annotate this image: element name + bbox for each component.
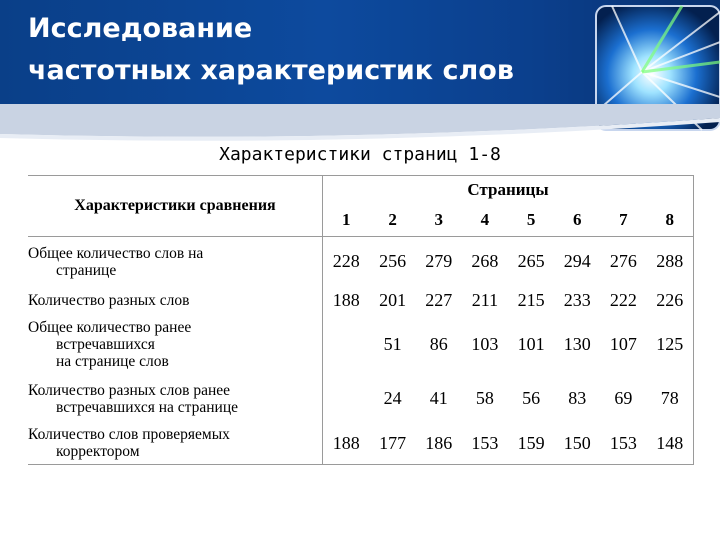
page-number-header: 7 [600,204,646,237]
value-cell: 130 [563,334,591,354]
row-label [28,237,323,287]
value-cell: 268 [471,251,499,272]
page-number-header: 2 [370,204,416,237]
table-row [28,375,694,423]
value-cell: 41 [429,388,448,408]
value-cell [323,315,370,375]
value-cell: 51 [383,334,402,354]
title-banner [0,0,720,104]
row-label-line: Количество разных слов [28,292,190,309]
value-cell: 256 [379,251,407,272]
page-number-header: 6 [554,204,600,237]
value-cell: 188 [323,423,370,465]
row-label-line: Количество слов проверяемых [28,426,230,444]
row-label-line: корректором [56,443,140,461]
value-cell: 153 [462,423,508,465]
row-label-line: встречавшихся [56,336,155,353]
value-cell: 177 [370,423,416,465]
row-label [28,315,323,375]
value-cell: 188 [332,290,360,310]
row-label [28,423,323,465]
value-cell: 201 [379,290,407,310]
value-cell: 69 [614,388,633,408]
table-body [28,237,694,465]
page-number-header: 1 [323,204,370,237]
row-label-line: встречавшихся на странице [56,398,239,416]
value-cell: 228 [332,251,360,272]
page-number-header: 3 [416,204,462,237]
value-cell: 83 [568,388,587,408]
value-cell: 107 [609,334,637,354]
value-cell: 233 [563,290,591,310]
value-cell: 103 [471,334,499,354]
value-cell: 150 [554,423,600,465]
header-sweep [0,104,720,144]
row-label-line: Общее количество слов на [28,244,204,262]
row-label-line: Общее количество ранее [28,319,192,336]
value-cell: 222 [609,290,637,310]
value-cell: 58 [475,388,494,408]
value-cell: 56 [522,388,541,408]
row-label [28,375,323,423]
value-cell: 101 [517,334,545,354]
value-cell: 276 [609,251,637,272]
label-column-header: Характеристики сравнения [28,176,323,237]
page-number-header: 4 [462,204,508,237]
value-cell: 125 [646,315,693,375]
pages-header: Страницы [323,176,694,205]
value-cell: 211 [471,290,499,310]
value-cell [323,375,370,423]
table-row [28,315,694,375]
slide-title [28,8,514,92]
characteristics-table [28,175,694,465]
value-cell: 226 [646,287,693,315]
table-row [28,287,694,315]
table-row [28,423,694,465]
value-cell: 186 [416,423,462,465]
table-row [28,237,694,287]
value-cell: 279 [425,251,453,272]
value-cell: 78 [646,375,693,423]
value-cell: 294 [563,251,591,272]
row-label [28,287,323,315]
table-caption: Характеристики страниц 1-8 [219,144,501,165]
value-cell: 159 [508,423,554,465]
value-cell: 148 [646,423,693,465]
value-cell: 288 [646,237,693,287]
value-cell: 153 [600,423,646,465]
page-number-header: 5 [508,204,554,237]
value-cell: 86 [429,334,448,354]
row-label-line: Количество разных слов ранее [28,381,231,399]
page-number-header: 8 [646,204,693,237]
row-label-line: странице [56,261,117,279]
row-label-line: на странице слов [56,353,169,370]
value-cell: 24 [383,388,402,408]
value-cell: 227 [425,290,453,310]
value-cell: 215 [517,290,545,310]
slide-title-line-2: частотных характеристик слов [28,55,514,86]
value-cell: 265 [517,251,545,272]
slide-title-line-1: Исследование [28,13,253,44]
